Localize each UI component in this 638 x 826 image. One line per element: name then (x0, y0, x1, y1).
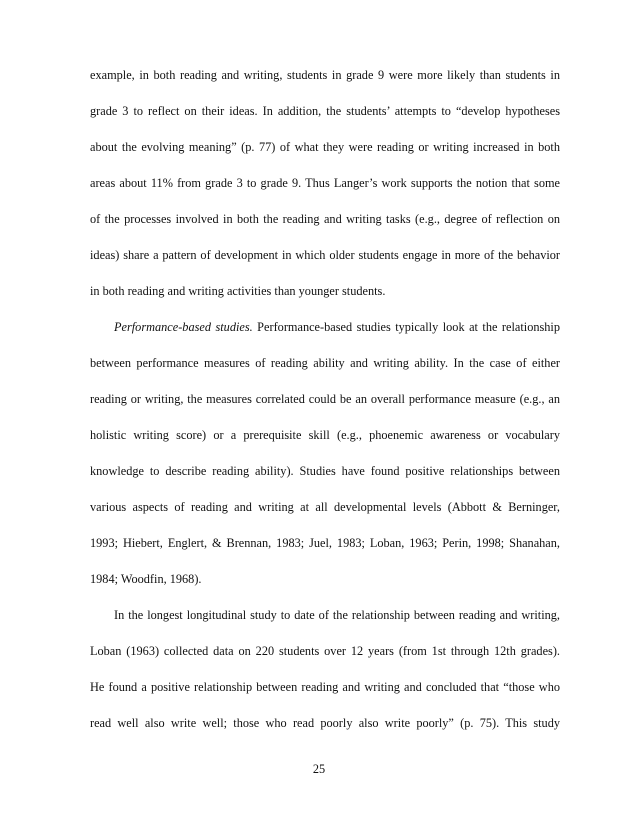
body-text-line: knowledge to describe reading ability). Studies have found positive relationships between (90, 464, 560, 478)
body-text-line: areas about 11% from grade 3 to grade 9. Thus Langer’s work supports the notion that some (90, 176, 560, 190)
body-text-line: Loban (1963) collected data on 220 students over 12 years (from 1st through 12th grades). (90, 644, 560, 658)
page-number: 25 (312, 762, 326, 776)
body-text-line: 1984; Woodfin, 1968). (90, 572, 202, 586)
body-text-line: grade 3 to reflect on their ideas. In addition, the students’ attempts to “develop hypotheses (90, 104, 560, 118)
body-text-line: various aspects of reading and writing at all developmental levels (Abbott & Berninger, (90, 500, 560, 514)
body-text-line: 1993; Hiebert, Englert, & Brennan, 1983; Juel, 1983; Loban, 1963; Perin, 1998; Shanahan, (90, 536, 560, 550)
body-text-line: of the processes involved in both the reading and writing tasks (e.g., degree of reflection on (90, 212, 560, 226)
body-text-line: between performance measures of reading ability and writing ability. In the case of either (90, 356, 560, 370)
body-text-line: ideas) share a pattern of development in which older students engage in more of the behavior (90, 248, 560, 262)
section-first-line (114, 320, 560, 334)
body-text-line: He found a positive relationship between reading and writing and concluded that “those who (90, 680, 560, 694)
section-first-line-text: Performance-based studies typically look at the relationship (252, 320, 560, 334)
body-text-line: read well also write well; those who read poorly also write poorly” (p. 75). This study (90, 716, 560, 730)
body-text-line: example, in both reading and writing, students in grade 9 were more likely than students in (90, 68, 560, 82)
body-text-line: in both reading and writing activities than younger students. (90, 284, 386, 298)
body-text-line: about the evolving meaning” (p. 77) of what they were reading or writing increased in both (90, 140, 560, 154)
section-heading: Performance-based studies. (114, 320, 253, 334)
body-text-line: holistic writing score) or a prerequisite skill (e.g., phoenemic awareness or vocabulary (90, 428, 560, 442)
body-text-line: In the longest longitudinal study to date of the relationship between reading and writing, (114, 608, 560, 622)
body-text-line: reading or writing, the measures correlated could be an overall performance measure (e.g., an (90, 392, 560, 406)
